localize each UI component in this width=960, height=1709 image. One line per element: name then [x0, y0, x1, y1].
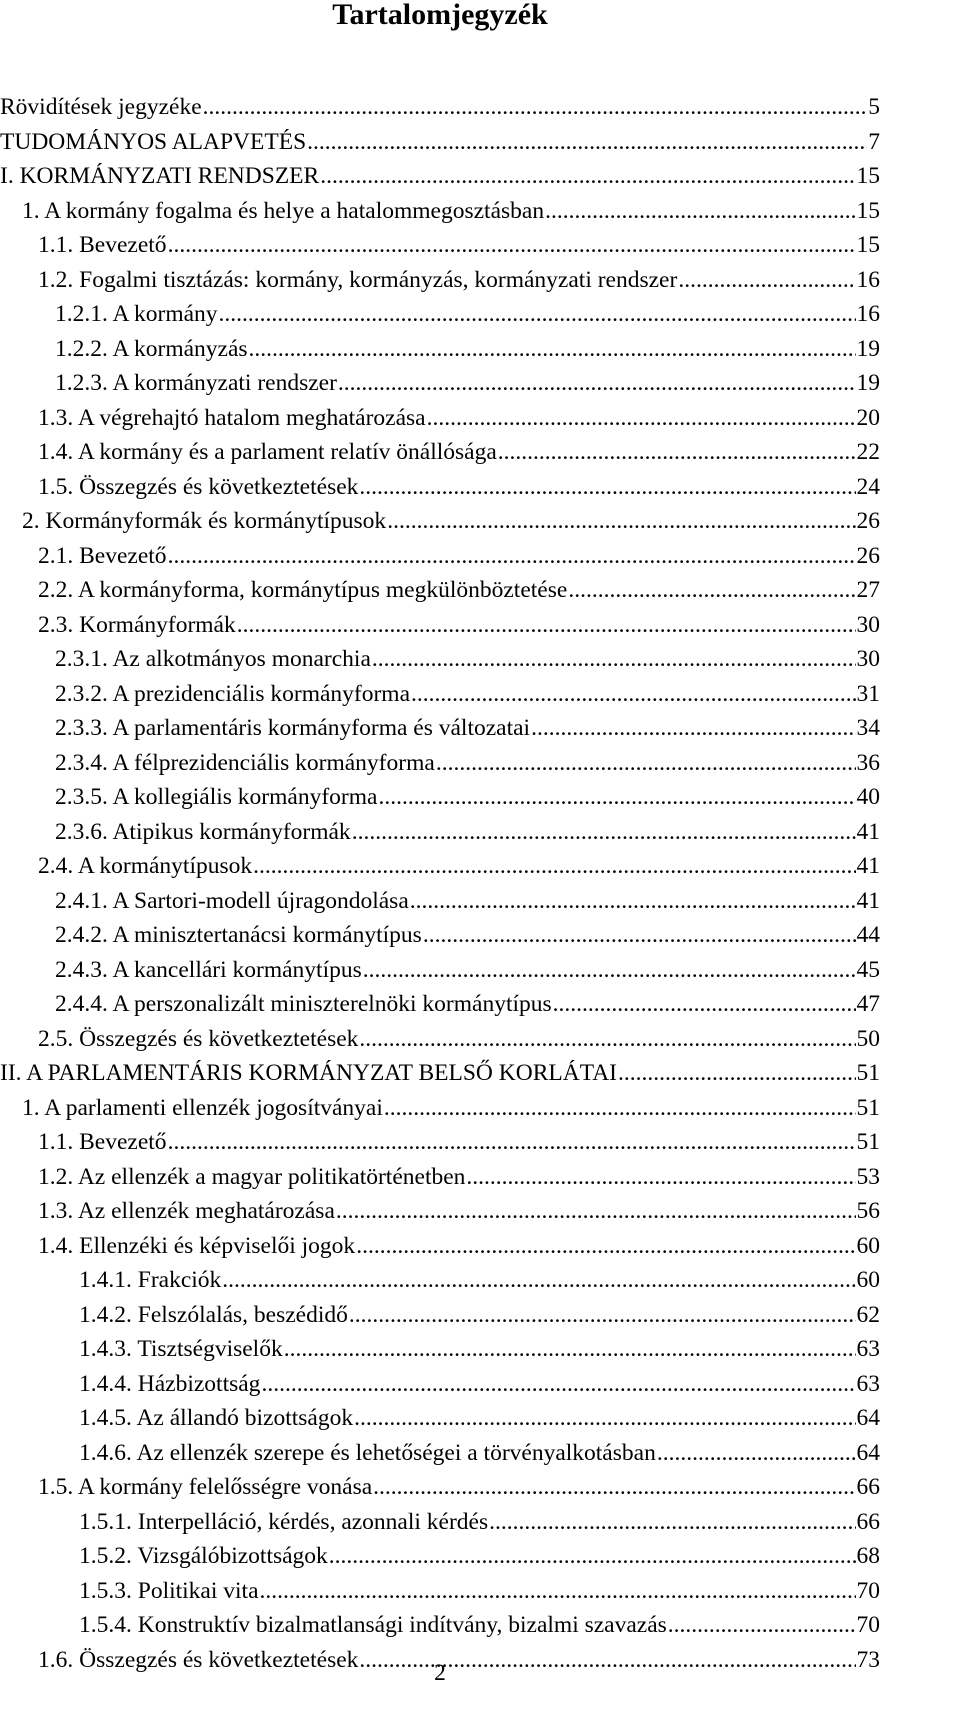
- dot-leader: [657, 1436, 856, 1471]
- dot-leader: [466, 1160, 855, 1195]
- toc-entry[interactable]: [0, 1194, 880, 1229]
- toc-entry-page: 73: [856, 1646, 880, 1673]
- toc-entry-page: 31: [856, 680, 880, 707]
- dot-leader: [363, 953, 856, 988]
- toc-entry[interactable]: [0, 90, 880, 125]
- page-title: Tartalomjegyzék: [332, 0, 548, 31]
- toc-entry-title: 1.4.6. Az ellenzék szerepe és lehetőségei a törvényalkotásban: [79, 1439, 656, 1466]
- toc-entry-title: 1.2.2. A kormányzás: [55, 335, 248, 362]
- toc-entry[interactable]: [0, 504, 880, 539]
- dot-leader: [373, 1470, 855, 1505]
- toc-entry-title: 1.2. Fogalmi tisztázás: kormány, kormányzás, kormányzati rendszer: [38, 266, 678, 293]
- toc-entry-title: 1.5. A kormány felelősségre vonása: [38, 1474, 373, 1500]
- dot-leader: [531, 711, 855, 746]
- toc-entry-page: 30: [856, 611, 880, 638]
- toc-entry[interactable]: [0, 711, 880, 746]
- toc-entry-page: 34: [856, 715, 880, 741]
- toc-entry-title: 1.1. Bevezető: [38, 1129, 167, 1155]
- toc-entry[interactable]: [0, 780, 880, 815]
- toc-entry-title: 2.3. Kormányformák: [38, 611, 236, 638]
- toc-entry-title: 1. A parlamenti ellenzék jogosítványai: [22, 1094, 383, 1121]
- toc-entry-page: 70: [856, 1612, 880, 1638]
- toc-entry-page: 50: [856, 1025, 880, 1052]
- toc-entry-title: 1.4.4. Házbizottság: [79, 1370, 261, 1397]
- toc-entry[interactable]: [0, 194, 880, 229]
- toc-entry[interactable]: [0, 815, 880, 850]
- dot-leader: [253, 849, 855, 884]
- toc-entry-page: 26: [856, 508, 880, 534]
- toc-entry-page: 45: [856, 956, 880, 983]
- toc-entry-page: 36: [856, 749, 880, 776]
- dot-leader: [411, 677, 855, 712]
- toc-entry-title: 1.5. Összegzés és következtetések: [38, 473, 359, 500]
- toc-entry-title: 2.5. Összegzés és következtetések: [38, 1025, 359, 1052]
- toc-entry-title: 2.4.3. A kancellári kormánytípus: [55, 956, 362, 983]
- dot-leader: [284, 1332, 856, 1367]
- toc-entry[interactable]: [0, 987, 880, 1022]
- toc-entry[interactable]: [0, 884, 880, 919]
- toc-entry[interactable]: [0, 1056, 880, 1091]
- toc-entry-title: 1.4. A kormány és a parlament relatív önállósága: [38, 439, 497, 465]
- toc-entry-title: 1.4.1. Frakciók: [79, 1267, 222, 1293]
- toc-entry[interactable]: [0, 401, 880, 436]
- toc-entry-page: 66: [856, 1474, 880, 1500]
- toc-entry[interactable]: [0, 608, 880, 643]
- toc-entry-title: 2.2. A kormányforma, kormánytípus megkülönböztetése: [38, 577, 568, 603]
- toc-entry-page: 44: [856, 922, 880, 948]
- toc-entry-page: 41: [856, 887, 880, 914]
- dot-leader: [498, 435, 856, 470]
- toc-entry-page: 20: [856, 404, 880, 431]
- dot-leader: [545, 194, 855, 229]
- dot-leader: [423, 918, 856, 953]
- toc-entry[interactable]: [0, 228, 880, 263]
- toc-entry[interactable]: [0, 1298, 880, 1333]
- toc-entry[interactable]: [0, 573, 880, 608]
- dot-leader: [219, 297, 856, 332]
- toc-entry-page: 66: [856, 1508, 880, 1535]
- toc-entry[interactable]: [0, 435, 880, 470]
- toc-entry-page: 22: [856, 439, 880, 465]
- toc-entry[interactable]: [0, 1505, 880, 1540]
- toc-entry-page: 64: [856, 1405, 880, 1431]
- toc-entry[interactable]: [0, 297, 880, 332]
- page-number: 2: [434, 1660, 446, 1686]
- toc-entry-title: 1.5.4. Konstruktív bizalmatlansági indítvány, bizalmi szavazás: [79, 1612, 667, 1638]
- toc-entry-title: 2.4.4. A perszonalizált miniszterelnöki kormánytípus: [55, 991, 552, 1017]
- toc-entry[interactable]: [0, 332, 880, 367]
- dot-leader: [260, 1574, 856, 1609]
- dot-leader: [387, 504, 855, 539]
- toc-entry-page: 51: [856, 1094, 880, 1121]
- toc-entry-page: 62: [856, 1301, 880, 1328]
- dot-leader: [568, 573, 855, 608]
- dot-leader: [372, 642, 856, 677]
- toc-entry[interactable]: [0, 1574, 880, 1609]
- toc-entry[interactable]: [0, 1263, 880, 1298]
- dot-leader: [668, 1608, 856, 1643]
- toc-entry-page: 63: [856, 1370, 880, 1397]
- dot-leader: [338, 366, 856, 401]
- toc-entry[interactable]: [0, 1436, 880, 1471]
- toc-entry[interactable]: [0, 1091, 880, 1126]
- dot-leader: [320, 159, 855, 194]
- toc-entry[interactable]: [0, 366, 880, 401]
- toc-entry-title: 1.4. Ellenzéki és képviselői jogok: [38, 1232, 356, 1259]
- dot-leader: [678, 263, 855, 298]
- dot-leader: [436, 746, 856, 781]
- dot-leader: [359, 1022, 855, 1057]
- toc-entry-page: 27: [856, 577, 880, 603]
- toc-entry-title: 1.3. Az ellenzék meghatározása: [38, 1198, 335, 1224]
- dot-leader: [249, 332, 856, 367]
- toc-entry-page: 5: [868, 94, 880, 120]
- toc-entry-page: 41: [856, 818, 880, 845]
- toc-entry[interactable]: [0, 953, 880, 988]
- toc-entry-page: 60: [856, 1267, 880, 1293]
- toc-entry-title: 2.4.1. A Sartori-modell újragondolása: [55, 887, 409, 914]
- toc-entry-page: 41: [856, 853, 880, 879]
- toc-entry[interactable]: [0, 1401, 880, 1436]
- toc-entry-title: 2.4.2. A minisztertanácsi kormánytípus: [55, 922, 422, 948]
- toc-entry-title: 2.3.3. A parlamentáris kormányforma és változatai: [55, 715, 531, 741]
- toc-entry-page: 15: [856, 163, 880, 189]
- dot-leader: [261, 1367, 855, 1402]
- toc-entry-title: 1.3. A végrehajtó hatalom meghatározása: [38, 404, 426, 431]
- toc-entry[interactable]: [0, 1125, 880, 1160]
- toc-entry[interactable]: [0, 746, 880, 781]
- toc-entry[interactable]: [0, 677, 880, 712]
- toc-entry-title: 1. A kormány fogalma és helye a hatalommegosztásban: [22, 197, 545, 224]
- toc-entry-page: 60: [856, 1232, 880, 1259]
- toc-entry-page: 24: [856, 473, 880, 500]
- dot-leader: [168, 228, 856, 263]
- toc-entry[interactable]: [0, 1539, 880, 1574]
- toc-entry-page: 15: [856, 232, 880, 258]
- dot-leader: [352, 815, 856, 850]
- dot-leader: [427, 401, 856, 436]
- dot-leader: [410, 884, 856, 919]
- toc-entry[interactable]: [0, 1367, 880, 1402]
- dot-leader: [378, 780, 855, 815]
- dot-leader: [168, 1125, 856, 1160]
- dot-leader: [307, 125, 867, 160]
- toc-entry-page: 51: [856, 1060, 880, 1086]
- toc-entry[interactable]: [0, 125, 880, 160]
- toc-entry-title: 2. Kormányformák és kormánytípusok: [22, 508, 387, 534]
- toc-entry-title: 1.4.5. Az állandó bizottságok: [79, 1405, 354, 1431]
- toc-entry-title: 2.3.5. A kollegiális kormányforma: [55, 784, 378, 810]
- toc-entry-page: 64: [856, 1439, 880, 1466]
- toc-entry[interactable]: [0, 1608, 880, 1643]
- toc-entry[interactable]: [0, 263, 880, 298]
- toc-entry-title: 1.4.2. Felszólalás, beszédidő: [79, 1301, 348, 1328]
- dot-leader: [168, 539, 856, 574]
- dot-leader: [336, 1194, 856, 1229]
- toc-entry[interactable]: [0, 849, 880, 884]
- table-of-contents: [0, 90, 880, 1677]
- dot-leader: [354, 1401, 855, 1436]
- toc-entry-page: 47: [856, 991, 880, 1017]
- toc-entry-title: II. A PARLAMENTÁRIS KORMÁNYZAT BELSŐ KORLÁTAI: [0, 1060, 617, 1086]
- toc-entry-title: 1.4.3. Tisztségviselők: [79, 1336, 283, 1362]
- toc-entry-page: 40: [856, 784, 880, 810]
- toc-entry[interactable]: [0, 159, 880, 194]
- toc-entry-title: 2.3.1. Az alkotmányos monarchia: [55, 646, 371, 672]
- toc-entry[interactable]: [0, 918, 880, 953]
- dot-leader: [489, 1505, 855, 1540]
- toc-entry-title: 2.3.2. A prezidenciális kormányforma: [55, 680, 411, 707]
- toc-entry-page: 26: [856, 542, 880, 569]
- toc-entry-page: 51: [856, 1129, 880, 1155]
- dot-leader: [349, 1298, 856, 1333]
- toc-entry-page: 16: [856, 301, 880, 327]
- toc-entry[interactable]: [0, 470, 880, 505]
- toc-entry-page: 19: [856, 335, 880, 362]
- toc-entry-page: 7: [868, 128, 880, 155]
- toc-entry-title: 1.5.2. Vizsgálóbizottságok: [79, 1543, 328, 1569]
- dot-leader: [384, 1091, 856, 1126]
- toc-entry-page: 16: [856, 266, 880, 293]
- dot-leader: [222, 1263, 855, 1298]
- toc-entry-title: 1.5.1. Interpelláció, kérdés, azonnali kérdés: [79, 1508, 489, 1535]
- toc-entry-page: 63: [856, 1336, 880, 1362]
- toc-entry-title: 1.2. Az ellenzék a magyar politikatörténetben: [38, 1163, 466, 1190]
- toc-entry[interactable]: [0, 1229, 880, 1264]
- toc-entry-page: 53: [856, 1163, 880, 1190]
- toc-entry-title: 1.2.1. A kormány: [55, 301, 218, 327]
- dot-leader: [553, 987, 856, 1022]
- dot-leader: [618, 1056, 856, 1091]
- toc-entry-page: 15: [856, 197, 880, 224]
- toc-entry-title: I. KORMÁNYZATI RENDSZER: [0, 163, 320, 189]
- toc-entry-title: 2.1. Bevezető: [38, 542, 167, 569]
- dot-leader: [356, 1229, 855, 1264]
- toc-entry-title: 2.4. A kormánytípusok: [38, 853, 253, 879]
- toc-entry-page: 56: [856, 1198, 880, 1224]
- toc-entry-page: 19: [856, 370, 880, 396]
- dot-leader: [359, 470, 855, 505]
- toc-entry[interactable]: [0, 1470, 880, 1505]
- toc-entry-title: 2.3.4. A félprezidenciális kormányforma: [55, 749, 435, 776]
- toc-entry[interactable]: [0, 1332, 880, 1367]
- toc-entry-title: Rövidítések jegyzéke: [0, 94, 202, 120]
- toc-entry-page: 68: [856, 1543, 880, 1569]
- toc-entry-title: 2.3.6. Atipikus kormányformák: [55, 818, 351, 845]
- toc-entry-page: 30: [856, 646, 880, 672]
- toc-entry-page: 70: [856, 1577, 880, 1604]
- toc-entry-title: 1.6. Összegzés és következtetések: [38, 1646, 359, 1673]
- toc-entry[interactable]: [0, 1022, 880, 1057]
- dot-leader: [237, 608, 856, 643]
- toc-entry-title: 1.1. Bevezető: [38, 232, 167, 258]
- toc-entry-title: 1.5.3. Politikai vita: [79, 1577, 259, 1604]
- toc-entry[interactable]: [0, 642, 880, 677]
- dot-leader: [329, 1539, 856, 1574]
- toc-entry-title: 1.2.3. A kormányzati rendszer: [55, 370, 337, 396]
- dot-leader: [203, 90, 868, 125]
- toc-entry[interactable]: [0, 1160, 880, 1195]
- toc-entry[interactable]: [0, 539, 880, 574]
- toc-entry-title: TUDOMÁNYOS ALAPVETÉS: [0, 128, 307, 155]
